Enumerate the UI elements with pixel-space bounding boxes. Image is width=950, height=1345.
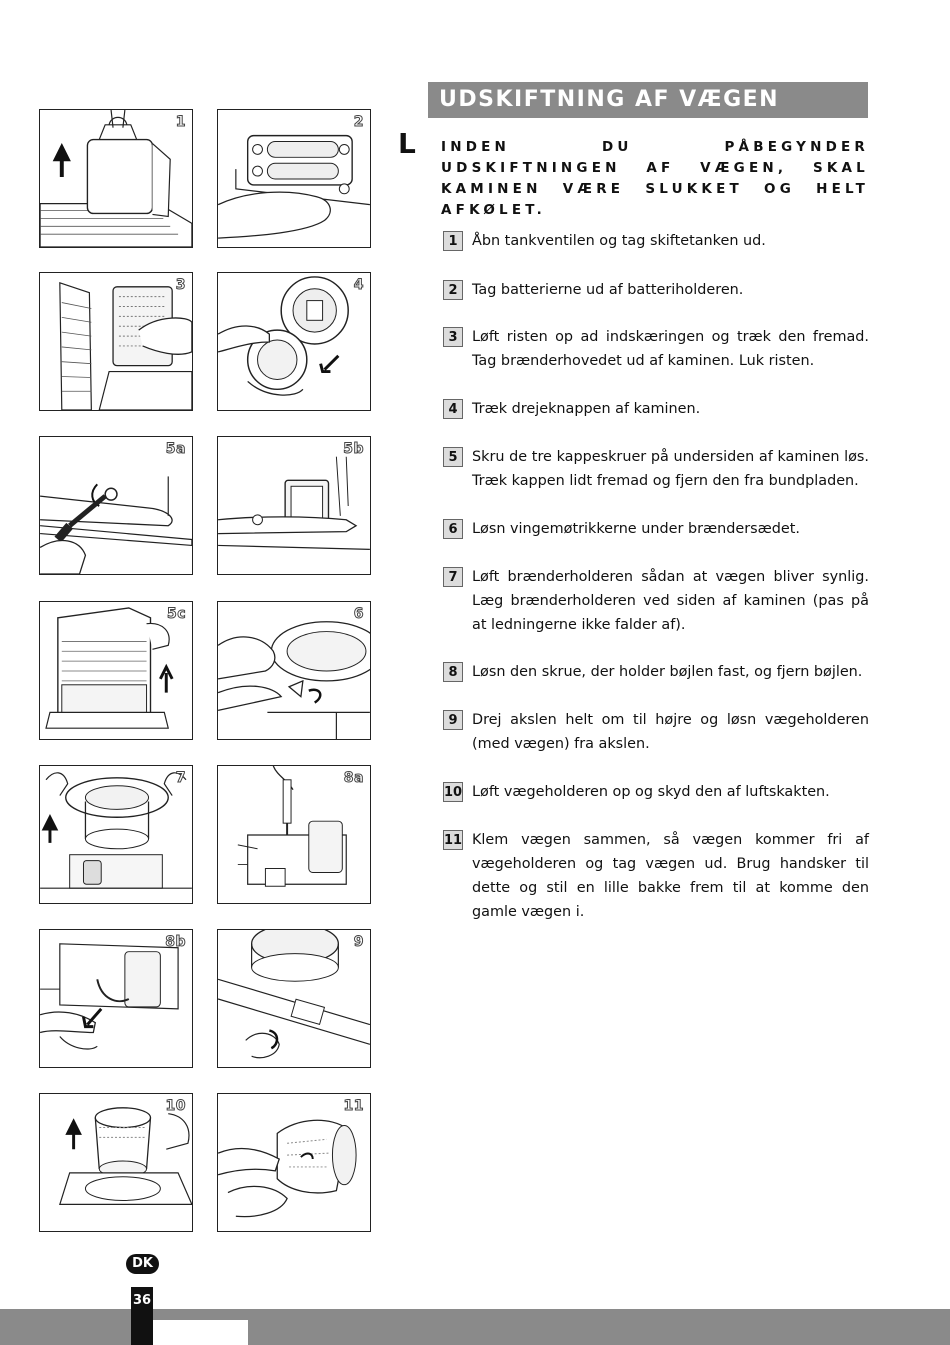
wick-holder-lift-drawing bbox=[40, 1094, 192, 1231]
footer-tab bbox=[153, 1320, 248, 1345]
battery-holder-drawing bbox=[218, 110, 370, 247]
step-11 bbox=[443, 828, 869, 924]
shaft-turn-drawing bbox=[218, 930, 370, 1067]
figure-label: 10 bbox=[165, 1098, 186, 1114]
step-number: 5 bbox=[443, 447, 463, 467]
figure-label: 8b bbox=[165, 934, 186, 950]
figure-label: 4 bbox=[353, 277, 364, 293]
figure-label: 5b bbox=[343, 441, 364, 457]
step-text: Løft vægeholderen op og skyd den af luftskakten. bbox=[472, 784, 830, 800]
burner-grid-drawing bbox=[40, 273, 192, 410]
step-number: 8 bbox=[443, 662, 463, 682]
bracket-screw-drawing bbox=[218, 766, 370, 903]
step-number: 4 bbox=[443, 399, 463, 419]
wick-removal-drawing bbox=[218, 1094, 370, 1231]
step-text: Drej akslen helt om til højre og løsn vægeholderen (med vægen) fra akslen. bbox=[472, 712, 869, 752]
figure-label: 6 bbox=[353, 606, 364, 622]
illustration-1 bbox=[39, 109, 193, 248]
step-text: Løft brænderholderen sådan at vægen bliver synlig. Læg brænderholderen ved siden af kaminen (pas på at ledningerne ikke falder af). bbox=[472, 569, 869, 633]
illustration-4 bbox=[217, 272, 371, 411]
step-text: Klem vægen sammen, så vægen kommer fri af vægeholderen og tag vægen ud. Brug handsker til dette og stil en lille bakke frem til at komme den gamle vægen i. bbox=[472, 832, 869, 920]
tank-removal-drawing bbox=[40, 110, 192, 247]
figure-label: 2 bbox=[353, 114, 364, 130]
step-8 bbox=[443, 660, 869, 684]
language-badge: DK bbox=[126, 1254, 159, 1274]
step-number: 2 bbox=[443, 280, 463, 300]
step-text: Løft risten op ad indskæringen og træk den fremad. Tag brænderhovedet ud af kaminen. Luk risten. bbox=[472, 329, 869, 369]
control-knob-drawing bbox=[218, 273, 370, 410]
step-7 bbox=[443, 565, 869, 637]
illustration-6 bbox=[217, 601, 371, 740]
illustration-11 bbox=[217, 1093, 371, 1232]
step-text: Løsn den skrue, der holder bøjlen fast, og fjern bøjlen. bbox=[472, 664, 863, 680]
step-text: Løsn vingemøtrikkerne under brændersædet. bbox=[472, 521, 800, 537]
step-number: 9 bbox=[443, 710, 463, 730]
figure-label: 8a bbox=[343, 770, 364, 786]
figure-label: 5c bbox=[166, 606, 186, 622]
safety-warning: INDEN DU PÅBEGYNDER UDSKIFTNINGEN AF VÆGEN, SKAL KAMINEN VÆRE SLUKKET OG HELT AFKØLET. bbox=[441, 139, 869, 218]
step-text: Tag batterierne ud af batteriholderen. bbox=[472, 282, 744, 298]
casing-removed-drawing bbox=[218, 437, 370, 574]
illustration-9 bbox=[217, 929, 371, 1068]
figure-label: 1 bbox=[175, 114, 186, 130]
casing-screw-drawing bbox=[40, 437, 192, 574]
burner-holder-lift-drawing bbox=[40, 766, 192, 903]
figure-label: 3 bbox=[175, 277, 186, 293]
illustration-5a bbox=[39, 436, 193, 575]
illustration-3 bbox=[39, 272, 193, 411]
illustration-10 bbox=[39, 1093, 193, 1232]
section-letter: L bbox=[398, 127, 416, 160]
figure-label: 7 bbox=[175, 770, 186, 786]
illustration-7 bbox=[39, 765, 193, 904]
step-10 bbox=[443, 780, 869, 804]
bracket-removal-drawing bbox=[40, 930, 192, 1067]
step-text: Skru de tre kappeskruer på undersiden af kaminen løs. Træk kappen lidt fremad og fjern den fra bundpladen. bbox=[472, 449, 869, 489]
step-6 bbox=[443, 517, 869, 541]
step-4 bbox=[443, 397, 869, 421]
illustration-8a bbox=[217, 765, 371, 904]
wing-nut-drawing bbox=[218, 602, 370, 739]
step-number: 1 bbox=[443, 231, 463, 251]
illustration-5b bbox=[217, 436, 371, 575]
illustration-8b bbox=[39, 929, 193, 1068]
figure-label: 11 bbox=[343, 1098, 364, 1114]
figure-label: 5a bbox=[165, 441, 186, 457]
step-text: Åbn tankventilen og tag skiftetanken ud. bbox=[472, 233, 766, 249]
step-number: 11 bbox=[443, 830, 463, 850]
step-number: 3 bbox=[443, 327, 463, 347]
step-2 bbox=[443, 278, 869, 302]
casing-lift-drawing bbox=[40, 602, 192, 739]
illustration-2 bbox=[217, 109, 371, 248]
step-number: 10 bbox=[443, 782, 463, 802]
step-3 bbox=[443, 325, 869, 373]
step-number: 7 bbox=[443, 567, 463, 587]
step-5 bbox=[443, 445, 869, 493]
step-9 bbox=[443, 708, 869, 756]
page-title: UDSKIFTNING AF VÆGEN bbox=[428, 82, 868, 118]
step-text: Træk drejeknappen af kaminen. bbox=[472, 401, 701, 417]
step-1 bbox=[443, 229, 869, 253]
page-number: 36 bbox=[131, 1287, 153, 1345]
step-number: 6 bbox=[443, 519, 463, 539]
illustration-5c bbox=[39, 601, 193, 740]
figure-label: 9 bbox=[353, 934, 364, 950]
